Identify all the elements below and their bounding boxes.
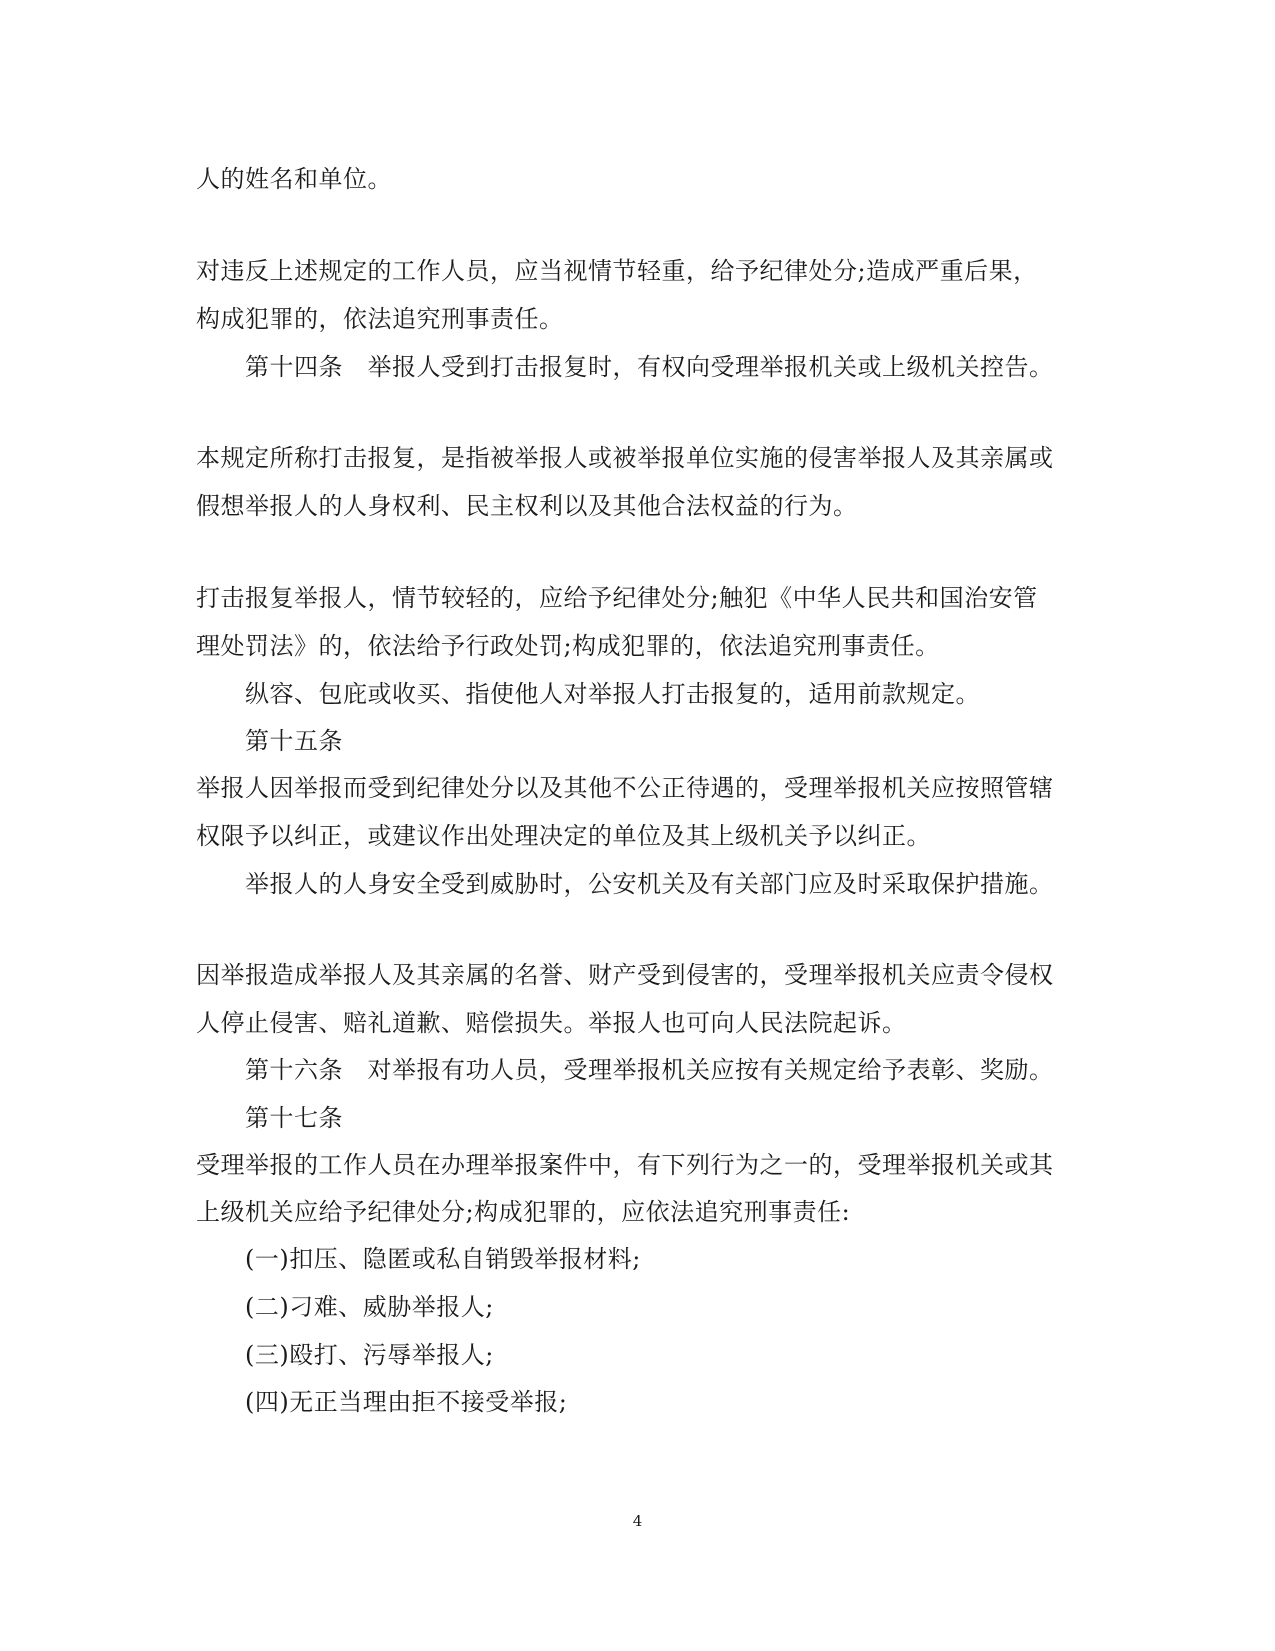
text-line: 因举报造成举报人及其亲属的名誉、财产受到侵害的，受理举报机关应责令侵权 [196, 961, 1054, 989]
text-line: 权限予以纠正，或建议作出处理决定的单位及其上级机关予以纠正。 [196, 822, 931, 850]
article-17-heading: 第十七条 [245, 1104, 343, 1132]
text-line: 对违反上述规定的工作人员，应当视情节轻重，给予纪律处分;造成严重后果， [196, 257, 1038, 285]
text-line: 上级机关应给予纪律处分;构成犯罪的，应依法追究刑事责任: [196, 1198, 851, 1226]
text-line: 受理举报的工作人员在办理举报案件中，有下列行为之一的，受理举报机关或其 [196, 1151, 1054, 1179]
text-line: 理处罚法》的，依法给予行政处罚;构成犯罪的，依法追究刑事责任。 [196, 632, 940, 660]
list-item: (一)扣压、隐匿或私自销毁举报材料; [245, 1245, 641, 1273]
list-item: (四)无正当理由拒不接受举报; [245, 1388, 568, 1416]
article-15-heading: 第十五条 [245, 727, 343, 755]
article-14-heading: 第十四条 举报人受到打击报复时，有权向受理举报机关或上级机关控告。 [245, 353, 1054, 381]
text-line: 假想举报人的人身权利、民主权利以及其他合法权益的行为。 [196, 492, 858, 520]
text-line: 举报人因举报而受到纪律处分以及其他不公正待遇的，受理举报机关应按照管辖 [196, 774, 1054, 802]
page-number: 4 [632, 1512, 643, 1530]
article-16-heading: 第十六条 对举报有功人员，受理举报机关应按有关规定给予表彰、奖励。 [245, 1056, 1054, 1084]
text-line: 人的姓名和单位。 [196, 165, 392, 193]
text-line: 打击报复举报人，情节较轻的，应给予纪律处分;触犯《中华人民共和国治安管 [196, 584, 1038, 612]
list-item: (二)刁难、威胁举报人; [245, 1293, 494, 1321]
text-line: 人停止侵害、赔礼道歉、赔偿损失。举报人也可向人民法院起诉。 [196, 1009, 907, 1037]
text-line: 举报人的人身安全受到威胁时，公安机关及有关部门应及时采取保护措施。 [245, 870, 1054, 898]
list-item: (三)殴打、污辱举报人; [245, 1341, 494, 1369]
text-line: 本规定所称打击报复，是指被举报人或被举报单位实施的侵害举报人及其亲属或 [196, 444, 1054, 472]
text-line: 纵容、包庇或收买、指使他人对举报人打击报复的，适用前款规定。 [245, 680, 980, 708]
text-line: 构成犯罪的，依法追究刑事责任。 [196, 305, 564, 333]
